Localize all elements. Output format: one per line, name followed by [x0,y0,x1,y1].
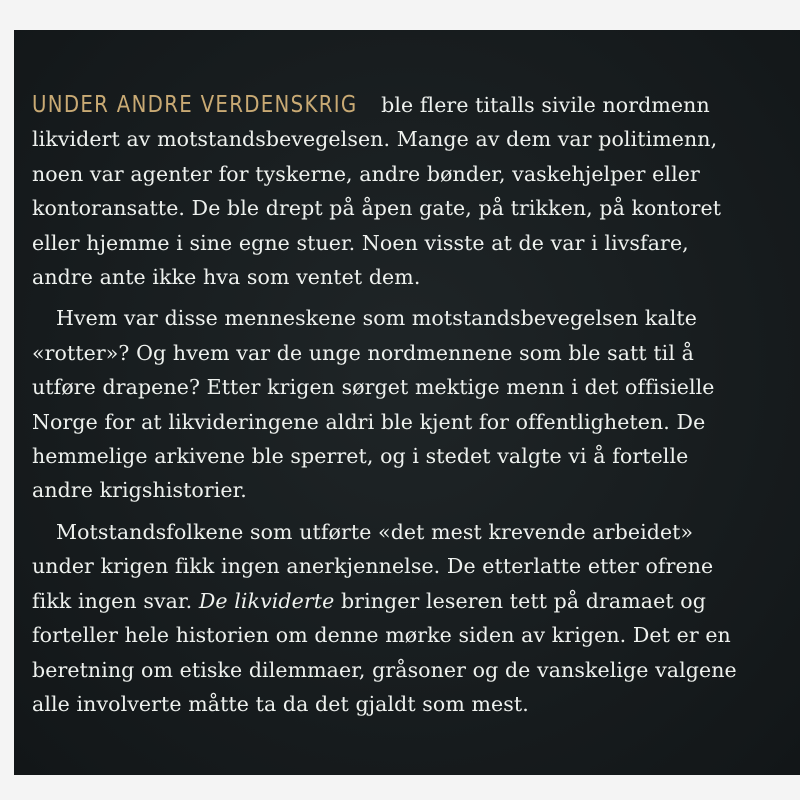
book-back-cover [14,30,800,775]
blurb-line: andre krigshistorier. [32,478,247,503]
blurb-line: kontoransatte. De ble drept på åpen gate, på trikken, på kontoret [32,196,722,221]
blurb-line: Motstandsfolkene som utførte «det mest krevende arbeidet» [56,519,694,544]
blurb-line: under krigen fikk ingen anerkjennelse. De etterlatte etter ofrene [32,554,714,579]
paragraph-gap [32,508,800,515]
blurb-line: forteller hele historien om denne mørke siden av krigen. Det er en [32,623,731,648]
blurb-line: andre ante ikke hva som ventet dem. [32,265,421,290]
blurb-text [32,88,800,721]
blurb-line: Hvem var disse menneskene som motstandsbevegelsen kalte [56,306,697,331]
blurb-line: beretning om etiske dilemmaer, gråsoner og de vanskelige valgene [32,657,737,682]
blurb-line: utføre drapene? Etter krigen sørget mektige menn i det offisielle [32,375,715,400]
blurb-line [32,584,800,618]
blurb-line: noen var agenter for tyskerne, andre bønder, vaskehjelper eller [32,161,700,186]
blurb-line: hemmelige arkivene ble sperret, og i stedet valgte vi å fortelle [32,444,689,469]
blurb-line: «rotter»? Og hvem var de unge nordmennene som ble satt til å [32,340,694,365]
blurb-line: alle involverte måtte ta da det gjaldt som mest. [32,691,529,716]
blurb-line-text: bringer leseren tett på dramaet og [334,588,706,613]
book-title: De likviderte [198,588,335,613]
blurb-line: eller hjemme i sine egne stuer. Noen visste at de var i livsfare, [32,230,689,255]
paragraph-gap [32,294,800,301]
blurb-line [32,88,800,122]
blurb-line: Norge for at likvideringene aldri ble kjent for offentligheten. De [32,409,706,434]
blurb-line-text: ble flere titalls sivile nordmenn [374,93,710,117]
blurb-heading: UNDER ANDRE VERDENSKRIG [32,92,358,118]
blurb-line-text: fikk ingen svar. [32,588,199,613]
blurb-line: likvidert av motstandsbevegelsen. Mange av dem var politimenn, [32,127,718,152]
